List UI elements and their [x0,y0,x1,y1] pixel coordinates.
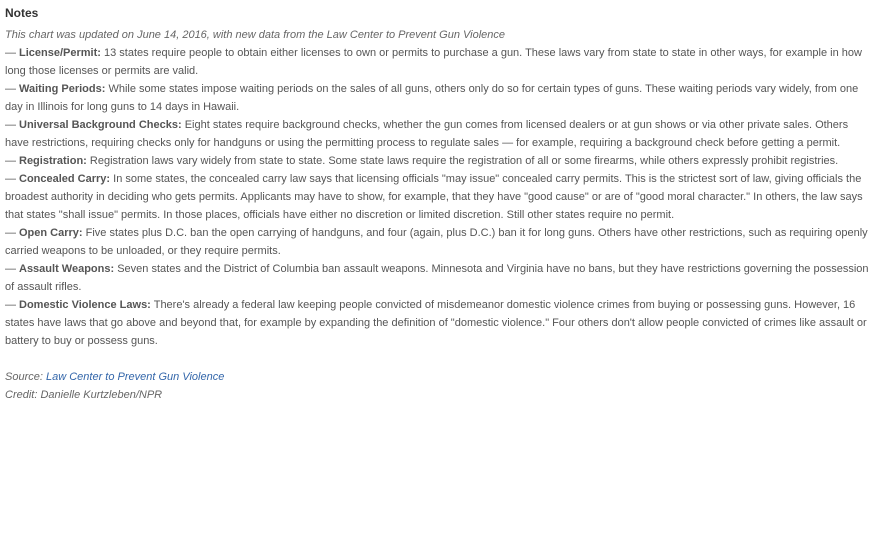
source-line [5,368,872,386]
note-dash: — [5,47,16,59]
note-term: Universal Background Checks: [19,119,182,131]
note-dash: — [5,227,16,239]
note-term: Waiting Periods: [19,83,106,95]
source-label: Source: [5,371,43,383]
note-text: Registration laws vary widely from state to state. Some state laws require the registration of all or some firearms, while others expressly prohibit registries. [89,155,839,167]
note-term: License/Permit: [19,47,101,59]
note-text: Eight states require background checks, whether the gun comes from licensed dealers or at gun shows or via other private sales. Others have restrictions, requiring checks only for handguns or using the permitting process to regulate sales — for example, requiring a background check before getting a permit. [5,119,849,149]
note-text: There's already a federal law keeping people convicted of misdemeanor domestic violence crimes from buying or possessing guns. However, 16 states have laws that go above and beyond that, for example by expanding the definition of "domestic violence." Four others don't allow people convicted of crimes like assault or battery to buy or possess guns. [5,299,867,347]
note-text: Seven states and the District of Columbia ban assault weapons. Minnesota and Virginia have no bans, but they have restrictions governing the possession of assault rifles. [5,263,869,293]
note-term: Registration: [19,155,87,167]
credit-line: Credit: Danielle Kurtzleben/NPR [5,389,163,401]
note-text: While some states impose waiting periods on the sales of all guns, others only do so for certain types of guns. These waiting periods vary widely, from one day in Illinois for long guns to 14 days in Hawaii. [5,83,859,113]
note-term: Assault Weapons: [19,263,115,275]
note-text: In some states, the concealed carry law says that licensing officials "may issue" concealed carry permits. This is the strictest sort of law, giving officials the broadest authority in deciding who gets permits. Applicants may have to show, for example, that they have "good cause" or are of "good moral character." In others, the law says that states "shall issue" permits. In those places, officials have either no discretion or limited discretion. Still other states require no permit. [5,173,863,221]
note-waiting-periods [5,80,872,116]
note-term: Domestic Violence Laws: [19,299,151,311]
note-dash: — [5,299,16,311]
spacer [5,350,872,368]
note-concealed-carry [5,170,872,224]
note-open-carry [5,224,872,260]
note-dash: — [5,119,16,131]
note-term: Concealed Carry: [19,173,111,185]
source-link[interactable]: Law Center to Prevent Gun Violence [45,371,225,383]
note-registration [5,152,872,170]
note-background-checks [5,116,872,152]
note-dash: — [5,263,16,275]
note-dash: — [5,155,16,167]
note-license-permit [5,44,872,80]
note-text: Five states plus D.C. ban the open carrying of handguns, and four (again, plus D.C.) ban it for long guns. Others have other restrictions, such as requiring openly carried weapons to be unloaded, or they require permits. [5,227,868,257]
note-text: 13 states require people to obtain either licenses to own or permits to purchase a gun. These laws vary from state to state in other ways, for example in how long those licenses or permits are valid. [5,47,862,77]
note-dash: — [5,83,16,95]
notes-heading: Notes [5,6,39,20]
note-domestic-violence [5,296,872,350]
note-assault-weapons [5,260,872,296]
update-note: This chart was updated on June 14, 2016, with new data from the Law Center to Prevent Gun Violence [5,29,505,41]
note-dash: — [5,173,16,185]
note-term: Open Carry: [19,227,83,239]
